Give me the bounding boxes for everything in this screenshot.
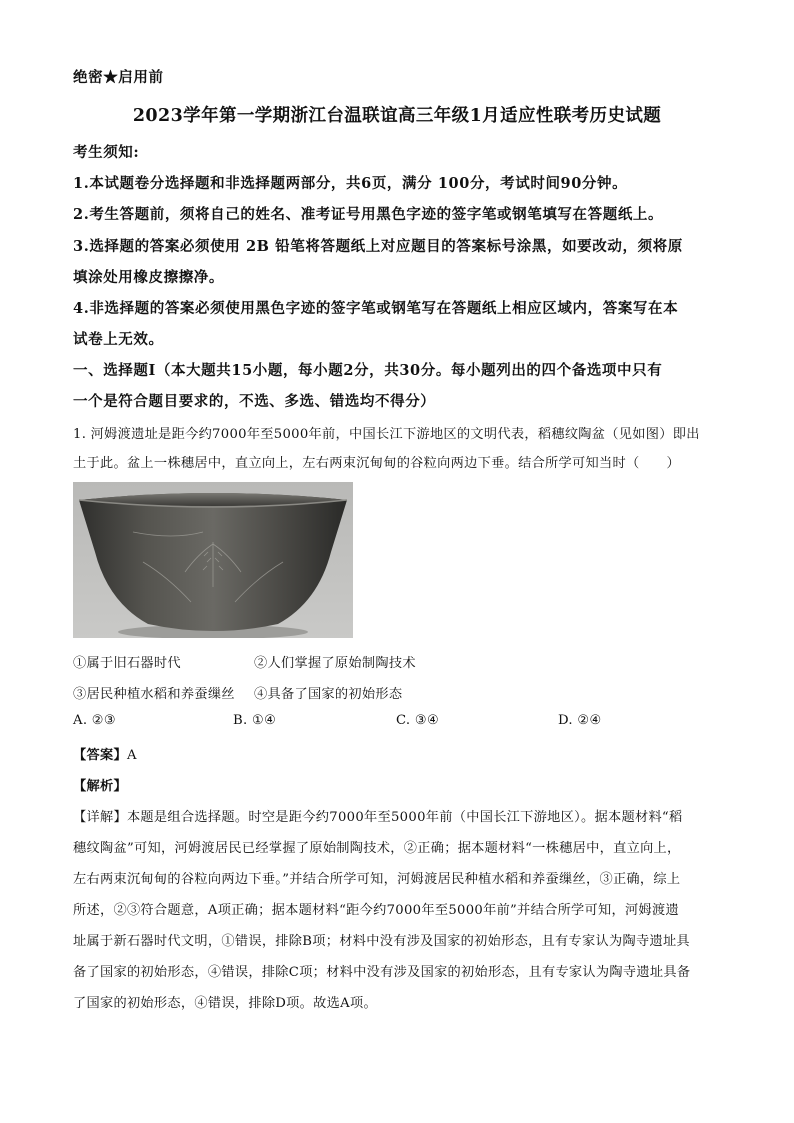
option-b: B. ①④ xyxy=(233,713,277,728)
section-heading-cont: 一个是符合题目要求的，不选、多选、错选均不得分） xyxy=(73,393,436,410)
option-d: D. ②④ xyxy=(558,713,602,728)
confidential-mark: 绝密★启用前 xyxy=(73,69,164,86)
detail-line-6: 备了国家的初始形态，④错误，排除C项；材料中没有涉及国家的初始形态，且有专家认为陶寺遗址具备 xyxy=(73,965,691,980)
question-1-stem-cont: 土于此。盆上一株穗居中，直立向上，左右两束沉甸甸的谷粒向两边下垂。结合所学可知当时（ ） xyxy=(73,456,680,471)
detail-line-3: 左右两束沉甸甸的谷粒向两边下垂。”并结合所学可知，河姆渡居民种植水稻和养蚕缫丝，③正确，综上 xyxy=(73,872,681,887)
notice-heading: 考生须知: xyxy=(73,144,140,161)
detail-line-7: 了国家的初始形态，④错误，排除D项。故选A项。 xyxy=(73,996,377,1011)
answer-label: 【答案】 xyxy=(73,748,127,763)
answer-line xyxy=(73,744,137,763)
analysis-label: 【解析】 xyxy=(73,779,127,794)
notice-item-4-cont: 试卷上无效。 xyxy=(73,331,164,348)
statement-4: ④具备了国家的初始形态 xyxy=(254,687,403,702)
notice-item-3-cont: 填涂处用橡皮擦擦净。 xyxy=(73,269,224,286)
answer-value: A xyxy=(126,748,137,763)
statement-3: ③居民种植水稻和养蚕缫丝 xyxy=(73,687,235,702)
question-1-stem: 1. 河姆渡遗址是距今约7000年至5000年前，中国长江下游地区的文明代表，稻穗纹陶盆（见如图）即出 xyxy=(73,427,700,442)
detail-line-2: 穗纹陶盆”可知，河姆渡居民已经掌握了原始制陶技术，②正确；据本题材料“一株穗居中，直立向上， xyxy=(73,841,681,856)
notice-item-4: 4.非选择题的答案必须使用黑色字迹的签字笔或钢笔写在答题纸上相应区域内，答案写在本 xyxy=(73,300,679,317)
section-heading: 一、选择题Ⅰ（本大题共15小题，每小题2分，共30分。每小题列出的四个备选项中只有 xyxy=(73,362,663,379)
notice-item-3: 3.选择题的答案必须使用 2B 铅笔将答题纸上对应题目的答案标号涂黑，如要改动，须将原 xyxy=(73,238,683,255)
detail-line-1: 【详解】本题是组合选择题。时空是距今约7000年至5000年前（中国长江下游地区）。据本题材料“稻 xyxy=(73,810,683,825)
detail-line-5: 址属于新石器时代文明，①错误，排除B项；材料中没有涉及国家的初始形态，且有专家认为陶寺遗址具 xyxy=(73,934,690,949)
rice-pattern-pottery-basin-photo xyxy=(73,482,353,638)
statement-1: ①属于旧石器时代 xyxy=(73,656,181,671)
exam-title: 2023学年第一学期浙江台温联谊高三年级1月适应性联考历史试题 xyxy=(132,106,662,126)
option-c: C. ③④ xyxy=(396,713,440,728)
notice-item-2: 2.考生答题前，须将自己的姓名、准考证号用黑色字迹的签字笔或钢笔填写在答题纸上。 xyxy=(73,206,664,223)
option-a: A. ②③ xyxy=(73,713,117,728)
statement-2: ②人们掌握了原始制陶技术 xyxy=(254,656,416,671)
notice-item-1: 1.本试题卷分选择题和非选择题两部分，共6页，满分 100分，考试时间90分钟。 xyxy=(73,175,628,192)
detail-line-4: 所述，②③符合题意，A项正确；据本题材料“距今约7000年至5000年前”并结合所学可知，河姆渡遗 xyxy=(73,903,679,918)
